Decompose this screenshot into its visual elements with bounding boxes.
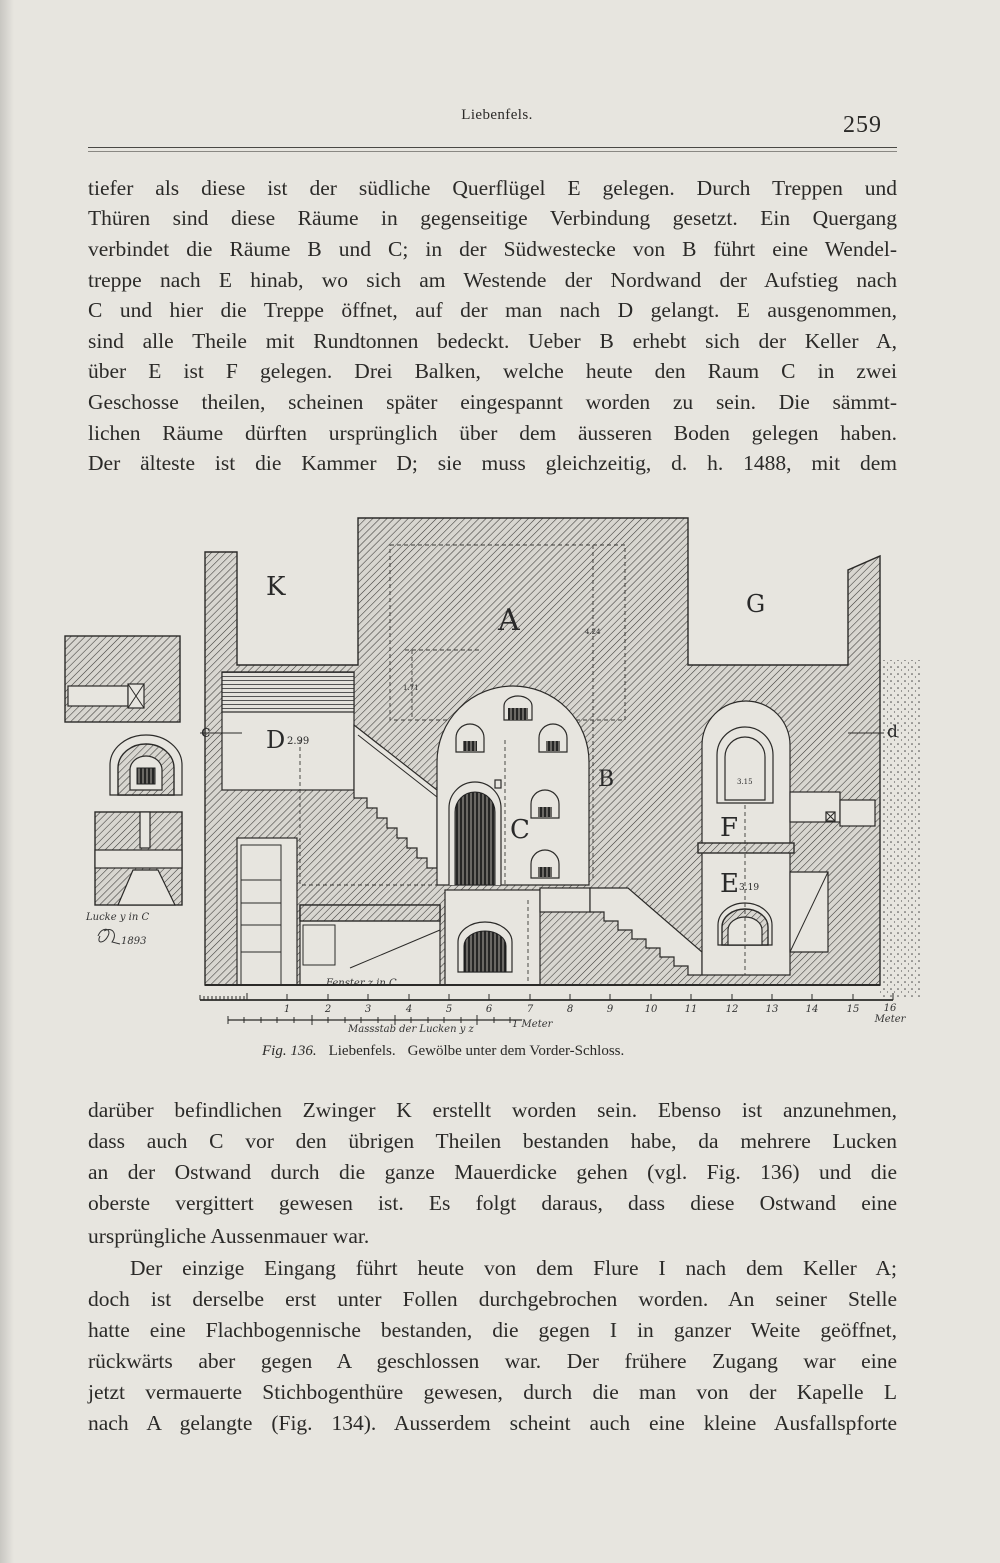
text-line: treppe nach E hinab, wo sich am Westende der Nordwand der Aufstieg nach — [88, 268, 897, 292]
text-line: tiefer als diese ist der südliche Querflügel E gelegen. Durch Treppen und — [88, 176, 897, 200]
scale-bar — [200, 993, 907, 1035]
label-f-dimension: 3.15 — [737, 778, 753, 786]
scale-tick-label: 2 — [324, 1004, 332, 1015]
text-line: Thüren sind diese Räume in gegenseitige Verbindung gesetzt. Ein Quergang — [88, 206, 897, 230]
inset-caption: Lucke y in C — [86, 912, 150, 923]
scale-tick-label: 16 — [883, 1003, 897, 1014]
text-line: nach A gelangte (Fig. 134). Ausserdem scheint auch eine kleine Ausfallspforte — [88, 1411, 897, 1435]
window-caption: Fenster z in C — [326, 978, 397, 989]
text-line: darüber befindlichen Zwinger K erstellt worden sein. Ebenso ist anzunehmen, — [88, 1098, 897, 1122]
text-line: rückwärts aber gegen A geschlossen war. Der frühere Zugang war eine — [88, 1349, 897, 1373]
label-c: C — [510, 815, 530, 845]
scale-tick-label: 8 — [566, 1004, 574, 1015]
passage-c-to-e — [540, 888, 590, 912]
label-a-dimension-2: 1.71 — [403, 684, 419, 692]
signature-monogram — [98, 929, 120, 944]
inset-slot — [68, 686, 128, 706]
text-line: hatte eine Flachbogennische bestanden, die gegen I in ganzer Weite geöffnet, — [88, 1318, 897, 1342]
label-e: E — [720, 869, 739, 899]
signature-year: 1893 — [121, 936, 147, 947]
inset-wall-block — [65, 636, 180, 722]
text-line: Der einzige Eingang führt heute von dem Flure I nach dem Keller A; — [130, 1256, 897, 1280]
scale-tick-label: 4 — [405, 1004, 413, 1015]
ground-stipple — [880, 660, 920, 998]
outer-opening — [840, 800, 875, 826]
scale-tick-label: 12 — [725, 1004, 739, 1015]
grated-opening — [508, 708, 528, 720]
room-f-e — [698, 701, 794, 975]
label-g: G — [746, 590, 766, 618]
figure-caption-text: Gewölbe unter dem Vorder-Schloss. — [407, 1043, 625, 1059]
inset-details — [65, 636, 182, 947]
figure-caption — [262, 1043, 782, 1060]
scale-ticks — [200, 993, 893, 1000]
text-line: sind alle Theile mit Rundtonnen bedeckt. Ueber B erhebt sich der Keller A, — [88, 329, 897, 353]
label-a-dimension: 4.24 — [585, 628, 601, 636]
label-a: A — [498, 603, 520, 638]
small-scale-unit: 1 Meter — [512, 1019, 553, 1030]
label-section-c: c — [201, 722, 211, 742]
label-d: D — [266, 726, 286, 754]
scale-tick-label: 3 — [364, 1004, 372, 1015]
label-f: F — [720, 813, 739, 843]
scale-tick-label: 11 — [684, 1004, 698, 1015]
door-c — [455, 792, 495, 885]
scale-tick-label: 14 — [805, 1004, 819, 1015]
label-d-dimension: 2.99 — [287, 736, 310, 747]
label-k: K — [266, 572, 286, 602]
text-line: doch ist derselbe erst unter Follen durchgebrochen worden. An seiner Stelle — [88, 1287, 897, 1311]
page-number: 259 — [843, 112, 882, 138]
text-line: über E ist F gelegen. Drei Balken, welche heute den Raum C in zwei — [88, 359, 897, 383]
text-line: oberste vergittert gewesen ist. Es folgt daraus, dass diese Ostwand eine — [88, 1191, 897, 1215]
figure-number: Fig. 136. — [262, 1043, 317, 1059]
scale-tick-label: 1 — [283, 1004, 291, 1015]
label-section-d: d — [887, 722, 898, 742]
figure-caption-place: Liebenfels. — [328, 1043, 396, 1059]
label-e-dimension: 3.19 — [739, 883, 760, 893]
text-line: verbindet die Räume B und C; in der Südwestecke von B führt eine Wendel- — [88, 237, 897, 261]
inset-lower-slot — [140, 812, 150, 848]
inset-window-grid — [137, 768, 155, 784]
small-scale-caption: Massstab der Lucken y z — [348, 1024, 474, 1035]
running-title: Liebenfels. — [461, 107, 533, 123]
text-line: dass auch C vor den übrigen Theilen bestanden habe, da mehrere Lucken — [88, 1129, 897, 1153]
scale-tick-label: 6 — [485, 1004, 493, 1015]
text-line: Der älteste ist die Kammer D; sie muss gleichzeitig, d. h. 1488, mit dem — [88, 451, 897, 475]
text-line: lichen Räume dürften ursprünglich über dem äusseren Boden gelegen haben. — [88, 421, 897, 445]
scale-tick-label: 9 — [606, 1004, 614, 1015]
text-line: ursprüngliche Aussenmauer war. — [88, 1224, 370, 1248]
scale-tick-label: 10 — [644, 1004, 658, 1015]
scale-tick-label: 5 — [445, 1004, 453, 1015]
scale-tick-label: 7 — [526, 1004, 534, 1015]
room-c — [437, 686, 589, 885]
text-line: Geschosse theilen, scheinen später eingespannt worden zu sein. Die sämmt- — [88, 390, 897, 414]
text-line: C und hier die Treppe öffnet, auf der man nach D gelangt. E ausgenommen, — [88, 298, 897, 322]
text-line: jetzt vermauerte Stichbogenthüre gewesen, durch die man von der Kapelle L — [88, 1380, 897, 1404]
scale-tick-label: 13 — [765, 1004, 779, 1015]
inset-lower-band — [95, 850, 182, 868]
scale-unit: Meter — [874, 1014, 906, 1025]
text-line: an der Ostwand durch die ganze Mauerdicke gehen (vgl. Fig. 136) und die — [88, 1160, 897, 1184]
label-b: B — [598, 767, 615, 792]
scale-tick-label: 15 — [846, 1004, 860, 1015]
